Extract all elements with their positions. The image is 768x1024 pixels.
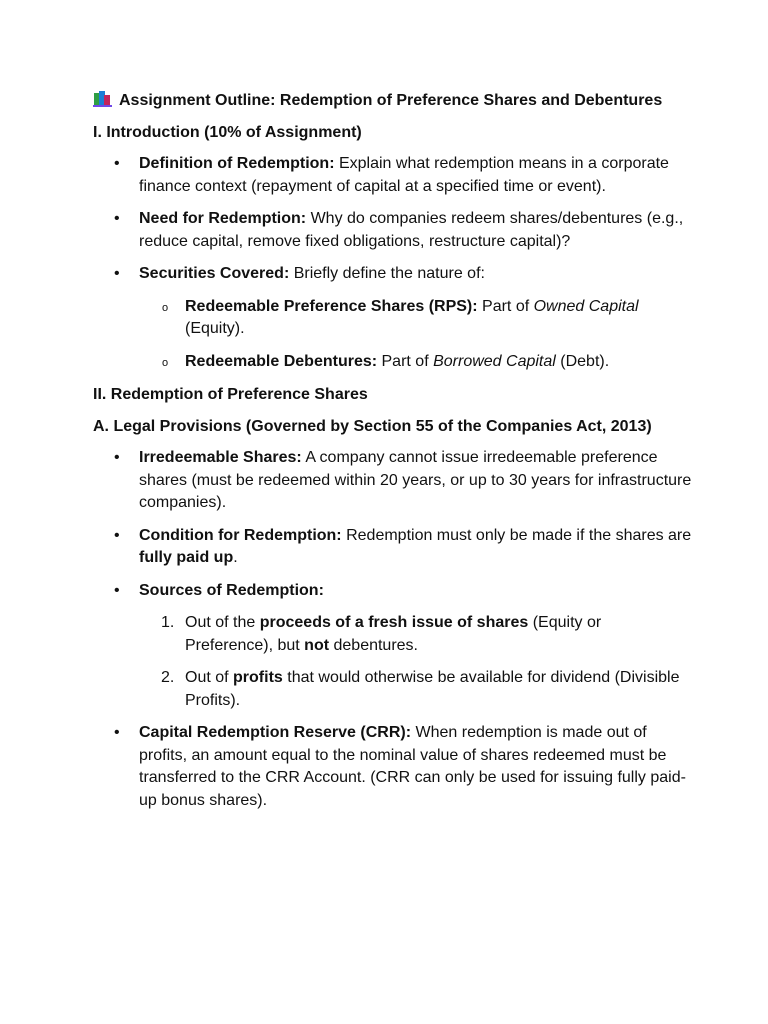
sources-numbered-list [139, 612, 693, 712]
item-text: Redemption must only be made if the shares are [341, 526, 692, 544]
document-page [93, 89, 693, 822]
legal-provisions-list [93, 447, 693, 812]
numbered-text: (Equity or Preference), but [185, 614, 602, 654]
item-text: Briefly define the nature of: [289, 265, 485, 282]
introduction-list [93, 153, 693, 373]
item-text: When redemption is made out of profits, an amount equal to the nominal value of shares redeemed must be transferred to the CRR Account. (CRR can only be used for issuing fully paid-up bonus shares). [139, 724, 686, 809]
numbered-text: Out of the [185, 614, 260, 631]
subitem-text-end: (Equity). [185, 320, 245, 337]
item-label: Securities Covered: [139, 265, 290, 282]
numbered-item [139, 667, 693, 712]
numbered-item [139, 612, 693, 657]
item-text: Explain what redemption means in a corporate finance context (repayment of capital at a specified time or event). [139, 155, 669, 195]
subitem-label: Redeemable Debentures: [185, 352, 378, 370]
section-heading-introduction: I. Introduction (10% of Assignment) [93, 124, 362, 141]
numbered-text: debentures. [329, 636, 418, 654]
list-item [93, 153, 693, 198]
number-marker: 2. [161, 669, 175, 686]
list-item [93, 580, 693, 713]
assignment-title-text: Assignment Outline: Redemption of Preference Shares and Debentures [119, 92, 663, 109]
sublist-item [139, 296, 693, 341]
subitem-text-end: (Debt). [555, 352, 610, 370]
numbered-text: that would otherwise be available for dividend (Divisible Profits). [185, 669, 680, 709]
numbered-strong: not [304, 636, 330, 654]
subsection-heading-legal-provisions: A. Legal Provisions (Governed by Section 55 of the Companies Act, 2013) [93, 418, 652, 435]
number-marker: 1. [161, 614, 175, 631]
item-text: A company cannot issue irredeemable preference shares (must be redeemed within 20 years, or up to 30 years for infrastructure companies). [139, 449, 692, 511]
list-item [93, 525, 693, 570]
assignment-title [93, 89, 693, 112]
item-strong: fully paid up [139, 549, 234, 566]
list-item [93, 208, 693, 253]
sublist-item [139, 351, 693, 374]
item-label: Definition of Redemption: [139, 155, 335, 172]
subitem-emphasis: Borrowed Capital [433, 352, 556, 370]
subitem-text: Part of [477, 297, 534, 315]
item-label: Need for Redemption: [139, 210, 307, 227]
subitem-label: Redeemable Preference Shares (RPS): [185, 297, 478, 315]
subitem-emphasis: Owned Capital [533, 297, 639, 315]
numbered-strong: profits [233, 669, 283, 686]
books-icon [93, 91, 113, 107]
item-text-end: . [233, 549, 238, 566]
section-heading-redemption-preference: II. Redemption of Preference Shares [93, 386, 368, 403]
item-label: Capital Redemption Reserve (CRR): [139, 724, 412, 741]
item-label: Sources of Redemption: [139, 581, 324, 599]
item-label: Irredeemable Shares: [139, 449, 302, 466]
securities-sublist [139, 296, 693, 374]
numbered-text: Out of [185, 669, 234, 686]
numbered-strong: proceeds of a fresh issue of shares [259, 614, 529, 631]
list-item [93, 722, 693, 812]
item-label: Condition for Redemption: [139, 526, 342, 544]
list-item [93, 447, 693, 515]
list-item [93, 263, 693, 373]
subitem-text: Part of [377, 352, 434, 370]
item-text: Why do companies redeem shares/debentures (e.g., reduce capital, remove fixed obligations, restructure capital)? [139, 210, 684, 250]
